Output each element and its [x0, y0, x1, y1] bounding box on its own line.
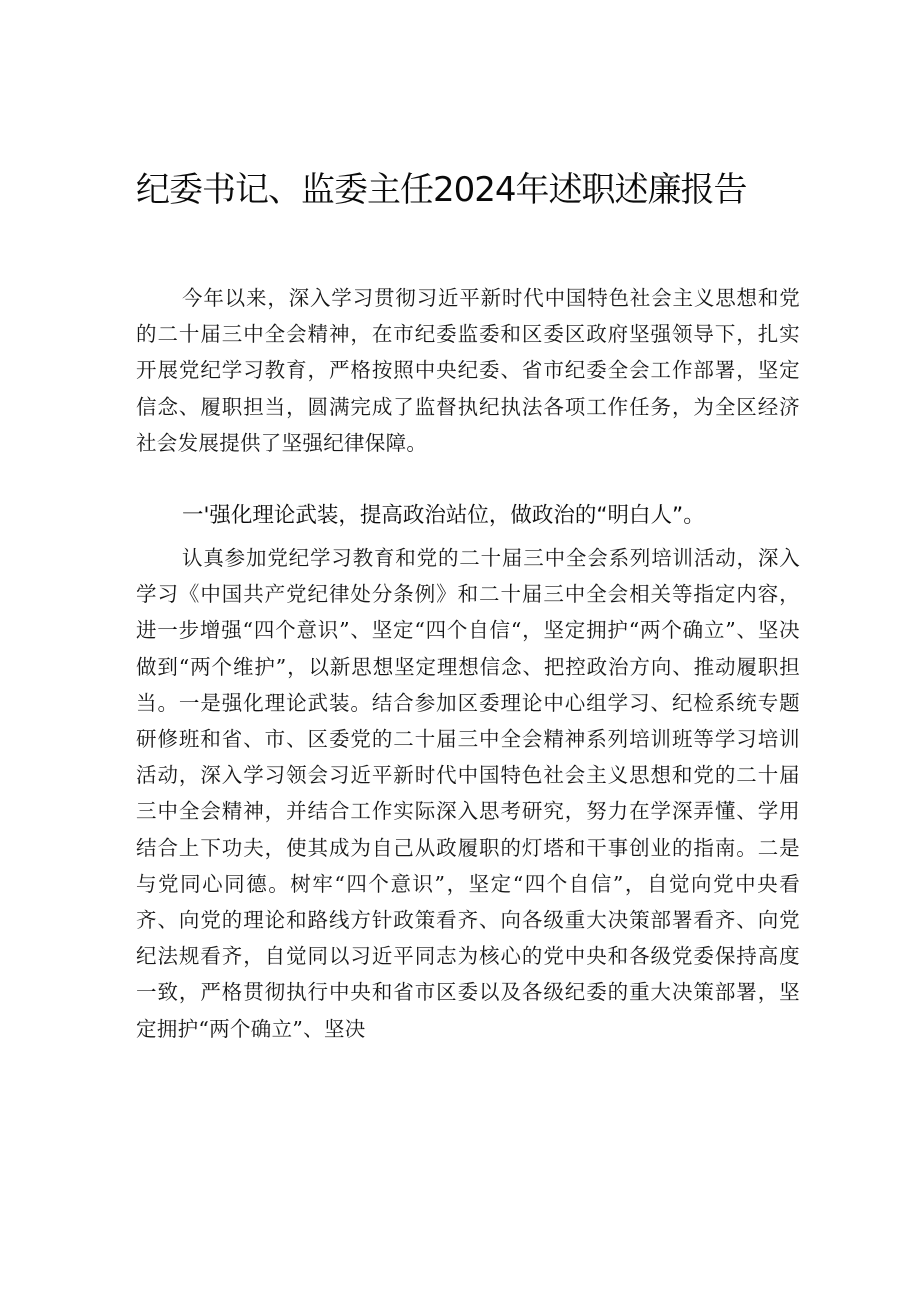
intro-paragraph: 今年以来，深入学习贯彻习近平新时代中国特色社会主义思想和党的二十届三中全会精神，在市纪委监委和区委区政府坚强领导下，扎实开展党纪学习教育，严格按照中央纪委、省市纪委全会工作部署，坚定信念、履职担当，圆满完成了监督执纪执法各项工作任务，为全区经济社会发展提供了坚强纪律保障。 [136, 286, 800, 455]
body-paragraph: 认真参加党纪学习教育和党的二十届三中全会系列培训活动，深入学习《中国共产党纪律处分条例》和二十届三中全会相关等指定内容，进一步增强“四个意识”、坚定“四个自信“，坚定拥护“两个确立”、坚决做到“两个维护”，以新思想坚定理想信念、把控政治方向、推动履职担当。一是强化理论武装。结合参加区委理论中心组学习、纪检系统专题研修班和省、市、区委党的二十届三中全会精神系列培训班等学习培训活动，深入学习领会习近平新时代中国特色社会主义思想和党的二十届三中全会精神，并结合工作实际深入思考研究，努力在学深弄懂、学用结合上下功夫，使其成为自己从政履职的灯塔和干事创业的指南。二是与党同心同德。树牢“四个意识”，坚定“四个自信”，自觉向党中央看齐、向党的理论和路线方针政策看齐、向各级重大决策部署看齐、向党纪法规看齐，自觉同以习近平同志为核心的党中央和各级党委保持高度一致，严格贯彻执行中央和省市区委以及各级纪委的重大决策部署，坚定拥护“两个确立”、坚决 [136, 546, 800, 1041]
document-title: 纪委书记、监委主任2024年述职述廉报告 [136, 170, 747, 210]
section-heading-1: 一'强化理论武装，提高政治站位，做政治的“明白人”。 [182, 503, 705, 528]
